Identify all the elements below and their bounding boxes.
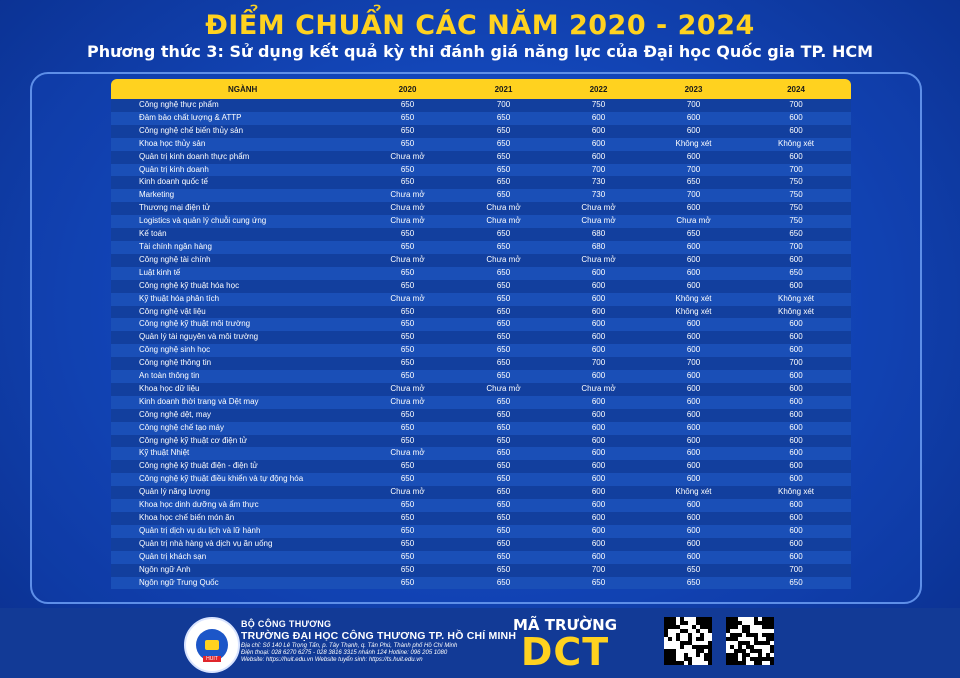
table-row (111, 306, 851, 319)
score-cell: 650 (496, 551, 511, 561)
table-row (111, 396, 851, 409)
score-cell: 650 (496, 241, 511, 251)
major-name-cell: Kỹ thuật Nhiệt (139, 448, 190, 458)
score-cell: 600 (686, 280, 701, 290)
school-name: TRƯỜNG ĐẠI HỌC CÔNG THƯƠNG TP. HỒ CHÍ MINH (241, 630, 517, 642)
score-cell: 750 (789, 216, 803, 226)
score-cell: Không xét (675, 293, 712, 303)
major-name-cell: Ngôn ngữ Anh (139, 564, 191, 574)
score-cell: 600 (789, 254, 803, 264)
table-row (111, 357, 851, 370)
table-row (111, 460, 851, 473)
score-cell: 600 (789, 551, 803, 561)
major-name-cell: Đảm bảo chất lượng & ATTP (139, 112, 242, 122)
score-cell: Chưa mở (390, 254, 425, 264)
major-name-cell: Quản trị nhà hàng và dịch vụ ăn uống (139, 538, 273, 548)
page-title: ĐIỂM CHUẨN CÁC NĂM 2020 - 2024 (205, 10, 755, 41)
table-row (111, 473, 851, 486)
score-cell: Chưa mở (486, 383, 521, 393)
score-cell: 650 (400, 435, 415, 445)
major-name-cell: Thương mại điện tử (139, 203, 211, 213)
score-cell: 650 (400, 332, 415, 342)
score-cell: Không xét (675, 138, 712, 148)
score-cell: 650 (400, 267, 415, 277)
score-cell: 600 (686, 409, 701, 419)
score-cell: 600 (591, 267, 606, 277)
qr-code-icon[interactable] (664, 617, 712, 665)
score-cell: 650 (496, 151, 511, 161)
score-cell: Không xét (777, 293, 815, 303)
score-cell: 650 (686, 564, 701, 574)
score-cell: 600 (591, 125, 606, 135)
score-cell: Chưa mở (581, 254, 616, 264)
score-cell: 600 (789, 125, 803, 135)
score-cell: 600 (591, 306, 606, 316)
score-cell: 650 (400, 474, 415, 484)
score-cell: Chưa mở (486, 254, 521, 264)
score-cell: 600 (686, 203, 701, 213)
score-cell: 650 (496, 409, 511, 419)
score-cell: 650 (496, 396, 511, 406)
score-cell: 650 (789, 577, 803, 587)
score-cell: 600 (789, 538, 803, 548)
table-row (111, 151, 851, 164)
score-cell: 600 (591, 448, 606, 458)
major-name-cell: Khoa học dữ liệu (139, 383, 200, 393)
score-cell: Chưa mở (390, 383, 425, 393)
score-cell: 650 (400, 358, 415, 368)
score-cell: 650 (496, 371, 511, 381)
score-cell: 750 (789, 203, 803, 213)
score-cell: 650 (496, 267, 511, 277)
score-cell: 650 (496, 525, 511, 535)
score-cell: 650 (686, 177, 701, 187)
major-name-cell: Quản trị kinh doanh thực phẩm (139, 151, 250, 161)
score-cell: 650 (400, 422, 415, 432)
table-row (111, 215, 851, 228)
score-cell: 600 (686, 241, 701, 251)
score-cell: 650 (400, 409, 415, 419)
major-name-cell: Kỹ thuật hóa phân tích (139, 293, 220, 303)
table-row (111, 577, 851, 590)
major-name-cell: Ngôn ngữ Trung Quốc (139, 577, 219, 587)
score-cell: Chưa mở (486, 216, 521, 226)
score-cell: 600 (591, 538, 606, 548)
score-cell: 650 (400, 345, 415, 355)
score-cell: 700 (686, 100, 701, 109)
score-cell: 600 (686, 474, 701, 484)
table-row (111, 176, 851, 189)
score-cell: 600 (591, 435, 606, 445)
score-cell: 600 (789, 474, 803, 484)
score-cell: 650 (496, 435, 511, 445)
major-name-cell: Công nghệ chế tạo máy (139, 422, 224, 432)
column-header-year: 2022 (551, 79, 646, 99)
score-cell: 650 (496, 474, 511, 484)
major-name-cell: Logistics và quản lý chuỗi cung ứng (139, 216, 267, 226)
table-row (111, 409, 851, 422)
score-cell: 600 (789, 112, 803, 122)
score-cell: 650 (496, 500, 511, 510)
score-cell: Chưa mở (581, 383, 616, 393)
table-row (111, 318, 851, 331)
score-cell: 650 (496, 293, 511, 303)
score-cell: 600 (789, 280, 803, 290)
score-cell: 650 (496, 280, 511, 290)
table-row (111, 280, 851, 293)
score-cell: 650 (400, 112, 415, 122)
column-header-year: 2023 (646, 79, 741, 99)
score-cell: 730 (591, 177, 606, 187)
table-row (111, 138, 851, 151)
table-row (111, 125, 851, 138)
major-name-cell: Khoa học dinh dưỡng và ẩm thực (139, 500, 259, 510)
score-cell: Chưa mở (390, 216, 425, 226)
score-cell: 650 (496, 513, 511, 522)
score-cell: 650 (686, 577, 701, 587)
score-cell: 650 (400, 538, 415, 548)
major-name-cell: Quản lý năng lượng (139, 487, 211, 497)
score-cell: 650 (496, 164, 511, 174)
score-cell: 700 (591, 358, 606, 368)
score-cell: 600 (789, 513, 803, 522)
score-cell: 650 (400, 306, 415, 316)
table-row (111, 254, 851, 267)
score-cell: 650 (496, 306, 511, 316)
score-cell: 600 (591, 422, 606, 432)
score-cell: 650 (400, 461, 415, 471)
score-cell: 650 (400, 280, 415, 290)
table-row (111, 370, 851, 383)
score-cell: 650 (789, 229, 803, 239)
score-cell: 700 (496, 100, 511, 109)
score-table (111, 79, 851, 589)
score-cell: Chưa mở (676, 216, 711, 226)
score-cell: 600 (591, 151, 606, 161)
score-cell: 600 (789, 409, 803, 419)
score-cell: 650 (496, 332, 511, 342)
score-cell: 700 (591, 164, 606, 174)
score-cell: 600 (789, 525, 803, 535)
score-cell: 600 (686, 319, 701, 329)
score-cell: 650 (400, 500, 415, 510)
score-cell: Chưa mở (390, 203, 425, 213)
table-row (111, 551, 851, 564)
score-cell: 650 (496, 177, 511, 187)
score-cell: 600 (686, 461, 701, 471)
score-cell: 650 (400, 100, 415, 109)
score-cell: 650 (400, 371, 415, 381)
major-name-cell: Công nghệ tài chính (139, 254, 211, 264)
score-cell: 650 (400, 577, 415, 587)
score-cell: 650 (496, 358, 511, 368)
score-cell: 650 (496, 487, 511, 497)
major-name-cell: Kinh doanh thời trang và Dệt may (139, 396, 259, 406)
score-cell: Không xét (777, 138, 815, 148)
table-row (111, 293, 851, 306)
major-name-cell: Kinh doanh quốc tế (139, 177, 208, 187)
score-cell: Chưa mở (581, 203, 616, 213)
major-name-cell: Công nghệ kỹ thuật cơ điện tử (139, 435, 247, 445)
major-name-cell: Luật kinh tế (139, 267, 181, 277)
score-cell: 650 (400, 177, 415, 187)
score-cell: Chưa mở (390, 396, 425, 406)
score-cell: Chưa mở (390, 190, 425, 200)
score-cell: 600 (591, 332, 606, 342)
score-cell: 650 (496, 345, 511, 355)
score-cell: 650 (496, 564, 511, 574)
major-name-cell: Công nghệ kỹ thuật hóa học (139, 280, 240, 290)
score-cell: 600 (591, 461, 606, 471)
major-name-cell: Kế toán (139, 229, 167, 239)
school-phone: Điện thoại: 028 6270 6275 - 028 3816 3315 nhánh 124 Hotline: 096 205 1080 (241, 650, 448, 656)
score-cell: 650 (496, 190, 511, 200)
table-body (111, 99, 851, 589)
score-cell: 600 (591, 525, 606, 535)
score-cell: 600 (591, 345, 606, 355)
table-row (111, 512, 851, 525)
school-code-value: DCT (520, 630, 610, 674)
score-cell: Không xét (777, 487, 815, 497)
school-code-label: MÃ TRƯỜNG (512, 616, 618, 634)
score-cell: 600 (591, 280, 606, 290)
ministry-name: BỘ CÔNG THƯƠNG (241, 619, 332, 629)
score-cell: 600 (789, 422, 803, 432)
score-cell: 600 (789, 500, 803, 510)
score-cell: 650 (496, 577, 511, 587)
score-cell: 600 (789, 383, 803, 393)
major-name-cell: Công nghệ thực phẩm (139, 100, 219, 109)
score-cell: 750 (591, 100, 606, 109)
score-cell: Không xét (777, 306, 815, 316)
score-cell: 650 (400, 241, 415, 251)
score-cell: 700 (591, 564, 606, 574)
organization-info (241, 619, 516, 663)
score-cell: 600 (686, 551, 701, 561)
score-cell: Không xét (675, 306, 712, 316)
major-name-cell: Quản trị khách sạn (139, 551, 207, 561)
score-cell: 600 (591, 138, 606, 148)
score-cell: 600 (591, 396, 606, 406)
score-cell: 600 (789, 448, 803, 458)
score-cell: 650 (496, 422, 511, 432)
score-cell: 650 (400, 551, 415, 561)
score-cell: 700 (789, 358, 803, 368)
table-row (111, 202, 851, 215)
score-cell: 600 (686, 112, 701, 122)
score-cell: 600 (591, 371, 606, 381)
score-cell: 600 (591, 293, 606, 303)
score-cell: Không xét (675, 487, 712, 497)
score-cell: 600 (789, 396, 803, 406)
score-cell: 700 (686, 190, 701, 200)
score-cell: 700 (789, 564, 803, 574)
score-cell: 600 (686, 383, 701, 393)
score-cell: Chưa mở (390, 293, 425, 303)
school-address: Địa chỉ: Số 140 Lê Trọng Tấn, p. Tây Thạnh, q. Tân Phú, Thành phố Hồ Chí Minh (241, 643, 458, 649)
score-cell: 650 (686, 229, 701, 239)
table-row (111, 267, 851, 280)
score-cell: 680 (591, 241, 606, 251)
major-name-cell: Công nghệ kỹ thuật môi trường (139, 319, 251, 329)
table-row (111, 241, 851, 254)
score-cell: 650 (400, 229, 415, 239)
score-cell: 600 (686, 422, 701, 432)
table-row (111, 435, 851, 448)
table-row (111, 228, 851, 241)
score-cell: 600 (686, 525, 701, 535)
score-cell: 650 (496, 112, 511, 122)
score-cell: 650 (496, 125, 511, 135)
major-name-cell: Công nghệ kỹ thuật điều khiển và tự động hóa (139, 474, 304, 484)
score-cell: 600 (686, 396, 701, 406)
score-cell: 600 (591, 112, 606, 122)
score-cell: 650 (496, 461, 511, 471)
table-row (111, 383, 851, 396)
table-row (111, 499, 851, 512)
table-row (111, 564, 851, 577)
score-cell: 600 (686, 538, 701, 548)
major-name-cell: Công nghệ vật liệu (139, 306, 206, 316)
table-row (111, 99, 851, 112)
score-cell: 750 (789, 177, 803, 187)
score-cell: 650 (400, 125, 415, 135)
table-row (111, 112, 851, 125)
logo-tag: HUIT (203, 656, 221, 662)
major-name-cell: Tài chính ngân hàng (139, 241, 212, 251)
score-cell: 650 (789, 267, 803, 277)
school-website: Website: https://huit.edu.vn Website tuyển sinh: https://ts.huit.edu.vn (241, 657, 423, 663)
score-table-wrap (111, 79, 851, 589)
score-cell: 700 (789, 100, 803, 109)
table-row (111, 422, 851, 435)
score-cell: 650 (496, 229, 511, 239)
score-cell: Chưa mở (390, 448, 425, 458)
table-row (111, 447, 851, 460)
major-name-cell: Quản lý tài nguyên và môi trường (139, 332, 259, 342)
score-cell: 600 (789, 435, 803, 445)
score-cell: 650 (400, 319, 415, 329)
score-cell: 650 (400, 164, 415, 174)
table-row (111, 164, 851, 177)
major-name-cell: Marketing (139, 190, 175, 200)
score-cell: 600 (789, 319, 803, 329)
page-subtitle: Phương thức 3: Sử dụng kết quả kỳ thi đánh giá năng lực của Đại học Quốc gia TP. HCM (86, 42, 874, 61)
score-cell: 600 (686, 332, 701, 342)
score-cell: Chưa mở (390, 151, 425, 161)
column-header-major: NGÀNH (111, 79, 359, 99)
table-row (111, 189, 851, 202)
score-cell: 600 (686, 345, 701, 355)
score-cell: 600 (591, 513, 606, 522)
table-header-row (111, 79, 851, 99)
table-row (111, 331, 851, 344)
major-name-cell: Công nghệ dệt, may (139, 409, 212, 419)
score-cell: 750 (789, 190, 803, 200)
score-cell: 600 (789, 371, 803, 381)
table-row (111, 486, 851, 499)
score-cell: 600 (686, 448, 701, 458)
score-cell: 650 (400, 513, 415, 522)
score-cell: 600 (686, 371, 701, 381)
major-name-cell: Công nghệ chế biến thủy sản (139, 125, 244, 135)
major-name-cell: Công nghệ kỹ thuật điện - điện tử (139, 461, 258, 471)
major-name-cell: Quản trị kinh doanh (139, 164, 209, 174)
major-name-cell: Công nghệ sinh học (139, 345, 211, 355)
major-name-cell: Quản trị dịch vụ du lịch và lữ hành (139, 525, 261, 535)
table-row (111, 344, 851, 357)
major-name-cell: Công nghệ thông tin (139, 358, 212, 368)
column-header-year: 2021 (456, 79, 551, 99)
score-cell: 650 (591, 577, 606, 587)
score-cell: 700 (686, 358, 701, 368)
score-cell: 600 (789, 332, 803, 342)
score-cell: Chưa mở (581, 216, 616, 226)
score-cell: 600 (591, 500, 606, 510)
score-cell: 600 (789, 345, 803, 355)
score-cell: 600 (591, 474, 606, 484)
score-cell: 600 (591, 409, 606, 419)
score-cell: 650 (496, 448, 511, 458)
qr-code-icon[interactable] (726, 617, 774, 665)
score-cell: 600 (686, 254, 701, 264)
score-cell: 650 (496, 538, 511, 548)
column-header-year: 2024 (741, 79, 851, 99)
school-logo-icon (184, 617, 240, 673)
score-cell: 600 (591, 319, 606, 329)
score-cell: 600 (686, 125, 701, 135)
table-row (111, 538, 851, 551)
score-cell: 650 (496, 319, 511, 329)
score-cell: 600 (686, 500, 701, 510)
table-row (111, 525, 851, 538)
score-cell: Chưa mở (390, 487, 425, 497)
score-cell: 600 (789, 151, 803, 161)
score-cell: 700 (789, 241, 803, 251)
score-cell: 730 (591, 190, 606, 200)
score-cell: 700 (789, 164, 803, 174)
score-cell: 680 (591, 229, 606, 239)
book-icon (205, 640, 219, 650)
score-cell: 650 (496, 138, 511, 148)
score-cell: 600 (789, 461, 803, 471)
score-cell: 600 (686, 267, 701, 277)
score-cell: 600 (686, 435, 701, 445)
score-cell: 650 (400, 525, 415, 535)
major-name-cell: Khoa học chế biến món ăn (139, 513, 235, 522)
score-cell: 600 (591, 551, 606, 561)
major-name-cell: Khoa học thủy sản (139, 138, 206, 148)
score-cell: 600 (686, 513, 701, 522)
major-name-cell: An toàn thông tin (139, 371, 200, 381)
score-cell: 700 (686, 164, 701, 174)
score-cell: Chưa mở (486, 203, 521, 213)
column-header-year: 2020 (359, 79, 456, 99)
score-cell: 650 (400, 564, 415, 574)
score-cell: 650 (400, 138, 415, 148)
score-cell: 600 (591, 487, 606, 497)
score-cell: 600 (686, 151, 701, 161)
